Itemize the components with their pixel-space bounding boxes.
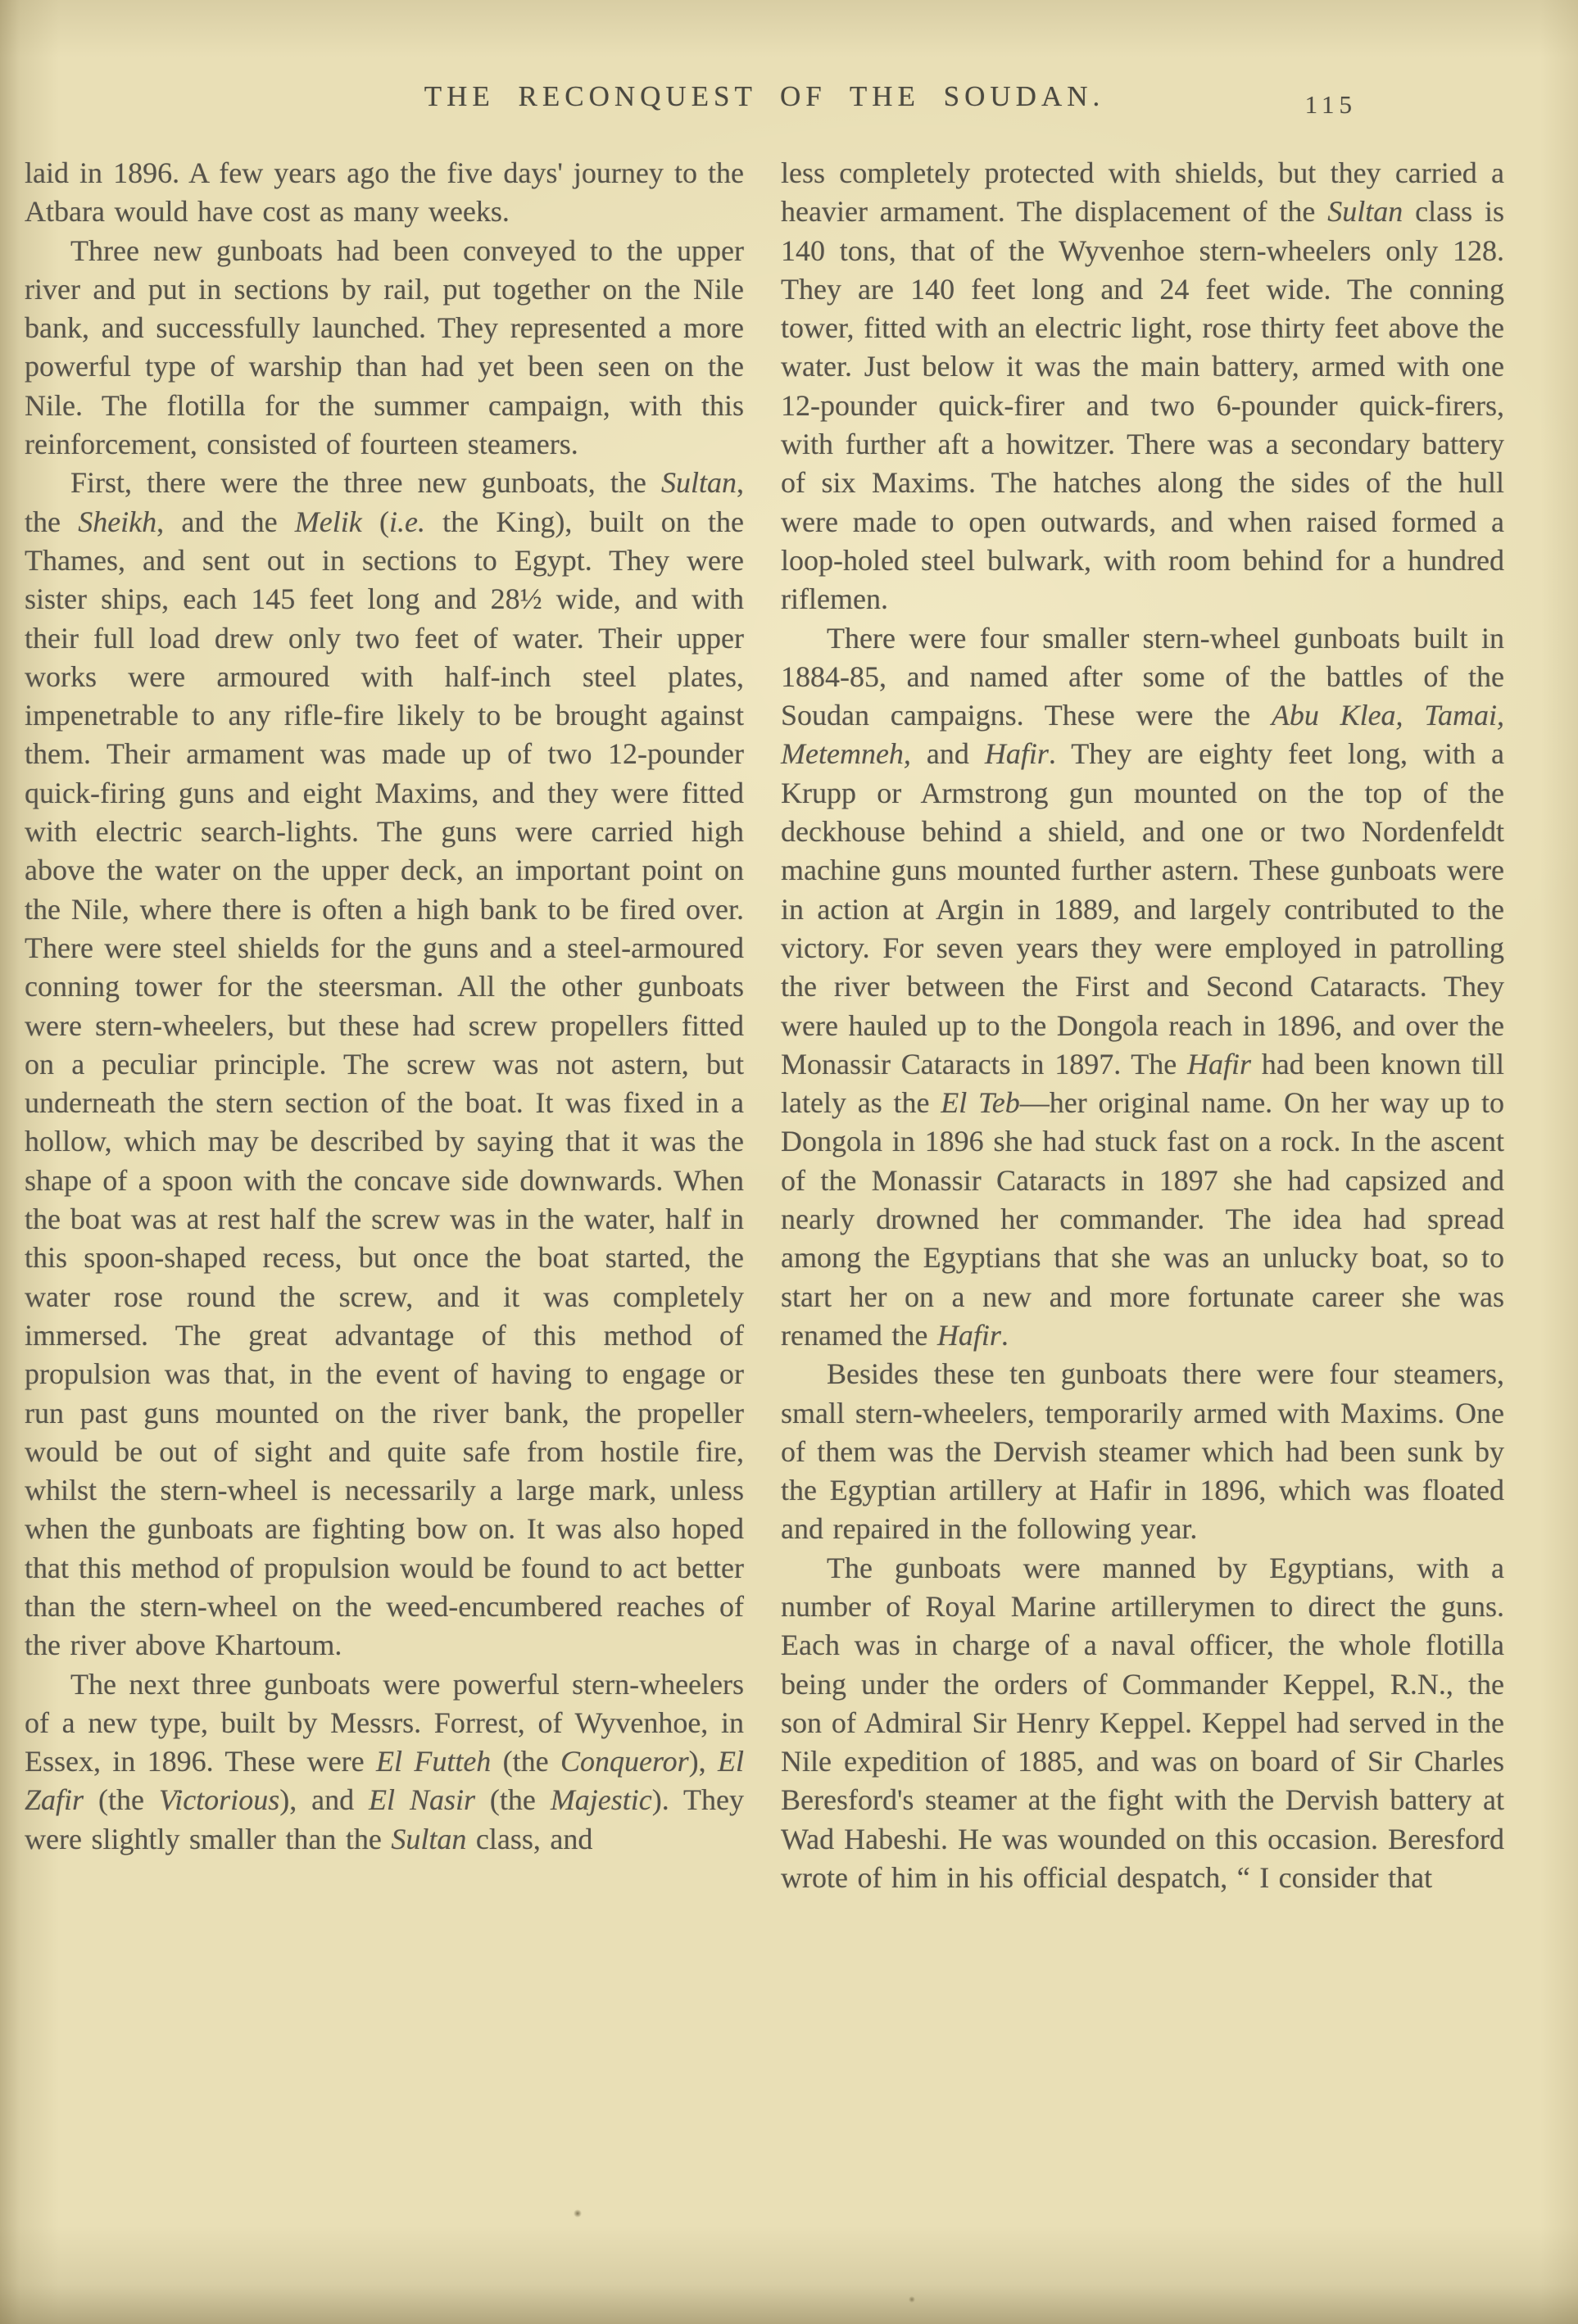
paragraph: [781, 1549, 1504, 1898]
paragraph: [25, 1665, 744, 1859]
italic-name-run: El Teb: [941, 1086, 1020, 1120]
paragraph: [25, 232, 744, 464]
text-run: (the: [474, 1783, 551, 1817]
italic-name-run: Sultan: [391, 1822, 467, 1855]
text-run: First, there were the three new gunboats, the: [70, 466, 661, 500]
text-run: (the: [491, 1745, 560, 1778]
paragraph: [781, 1355, 1504, 1548]
italic-name-run: El Futteh: [375, 1745, 492, 1778]
italic-name-run: Sultan: [660, 466, 737, 500]
page-number: 115: [1304, 90, 1357, 119]
paragraph: [25, 464, 744, 1665]
text-run: . They are eighty feet long, with a Krupp or Armstrong gun mounted on the top of the deckhouse behind a shield, and one or two Nordenfeldt machine guns mounted further astern. These gunboats were in action at Argin in 1889, and largely contributed to the victory. For seven years they were employed in patrolling the river between the First and Second Cataracts. They were hauled up to the Dongola reach in 1896, and over the Monassir Cataracts in 1897. The: [781, 737, 1504, 1080]
italic-name-run: El Nasir: [369, 1783, 475, 1817]
text-run: had been known till lately as the: [781, 1047, 1504, 1120]
italic-name-run: Hafir: [936, 1318, 1001, 1352]
text-run: and: [910, 737, 985, 771]
text-run: —her original name. On her way up to Dongola in 1896 she had stuck fast on a rock. In the ascent of the Monassir Cataracts in 1897 she had capsized and nearly drowned her commander. The idea had spread among the Egyptians that she was an unlucky boat, so to start her on a new and more fortunate career she was renamed the: [781, 1086, 1505, 1352]
italic-name-run: Conqueror: [560, 1745, 689, 1778]
italic-name-run: Sultan: [1327, 195, 1403, 229]
italic-name-run: Victorious: [158, 1783, 280, 1817]
italic-name-run: Majestic: [550, 1783, 652, 1817]
text-run: Besides these ten gunboats there were four steamers, small stern-wheelers, temporarily armed with Maxims. One of them was the Dervish steamer which had been sunk by the Egyptian artillery at Hafir in 1896, which was floated and repaired in the following year.: [781, 1357, 1504, 1546]
italic-name-run: Abu Klea, Tamai, Metemneh,: [781, 699, 1505, 771]
text-run: ),: [688, 1745, 718, 1778]
running-header: [25, 80, 1504, 121]
text-run: class is 140 tons, that of the Wyvenhoe stern-wheelers only 128. They are 140 feet long and 24 feet wide. The conning tower, fitted with an electric light, rose thirty feet above the water. Just below it was the main battery, armed with one 12-pounder quick-firer and two 6-pounder quick-firers, with further aft a howitzer. There was a secondary battery of six Maxims. The hatches along the sides of the hull were made to open outwards, and when raised formed a loop-holed steel bulwark, with room behind for a hundred riflemen.: [781, 195, 1504, 616]
text-run: Three new gunboats had been conveyed to the upper river and put in sections by rail, put together on the Nile bank, and successfully launched. They represented a more powerful type of warship than had yet been seen on the Nile. The flotilla for the summer campaign, with this reinforcement, consisted of fourteen steamers.: [25, 233, 744, 461]
italic-name-run: i.e.: [388, 505, 425, 538]
text-run: less completely protected with shields, but they carried a heavier armament. The displacement of the: [781, 156, 1504, 229]
text-run: the King), built on the Thames, and sent out in sections to Egypt. They were sister ships, each 145 feet long and 28½ wide, and with their full load drew only two feet of water. Their upper works were armoured with half-inch steel plates, impenetrable to any rifle-fire likely to be brought against them. Their armament was made up of two 12-pounder quick-firing guns and eight Maxims, and they were fitted with electric search-lights. The guns were carried high above the water on the upper deck, an important point on the Nile, where there is often a high bank to be fired over. There were steel shields for the guns and a steel-armoured conning tower for the steersman. All the other gunboats were stern-wheelers, but these had screw propellers fitted on a peculiar principle. The screw was not astern, but underneath the stern section of the boat. It was fixed in a hollow, which may be described by saying that it was the shape of a spoon with the concave side downwards. When the boat was at rest half the screw was in the water, half in this spoon-shaped recess, but once the boat started, the water rose round the screw, and it was completely immersed. The great advantage of this method of propulsion was that, in the event of having to engage or run past guns mounted on the river bank, the propeller would be out of sight and quite safe from hostile fire, whilst the stern-wheel is necessarily a large mark, unless when the gunboats are fighting bow on. It was also hoped that this method of propulsion would be found to act better than the stern-wheel on the weed-encumbered reaches of the river above Khartoum.: [25, 505, 744, 1662]
italic-name-run: Sheikh: [78, 505, 157, 538]
text-run: , the: [25, 466, 744, 538]
text-run: (: [361, 505, 389, 538]
italic-name-run: El Zafir: [25, 1745, 744, 1817]
page-title: THE RECONQUEST OF THE SOUDAN.: [424, 80, 1105, 112]
text-run: laid in 1896. A few years ago the five days' journey to the Atbara would have cost as many weeks.: [25, 156, 744, 229]
text-run: The next three gunboats were powerful stern-wheelers of a new type, built by Messrs. Forrest, of Wyvenhoe, in Essex, in 1896. These were: [25, 1667, 744, 1778]
paragraph: [25, 154, 744, 232]
right-column: [781, 154, 1504, 1897]
text-run: ), and: [279, 1783, 370, 1817]
text-run: There were four smaller stern-wheel gunboats built in 1884-85, and named after some of the battles of the Soudan campaigns. These were the: [781, 621, 1504, 732]
paragraph: [781, 619, 1504, 1356]
text-run: class, and: [466, 1822, 593, 1855]
text-run: (the: [84, 1783, 159, 1817]
left-column: [25, 154, 744, 1859]
italic-name-run: Hafir: [1187, 1047, 1252, 1080]
text-run: , and the: [156, 505, 295, 538]
paragraph: [781, 154, 1504, 619]
text-run: .: [1000, 1318, 1009, 1352]
text-run: The gunboats were manned by Egyptians, with a number of Royal Marine artillerymen to direct the guns. Each was in charge of a naval officer, the whole flotilla being under the orders of Commander Keppel, R.N., the son of Admiral Sir Henry Keppel. Keppel had served in the Nile expedition of 1885, and was on board of Sir Charles Beresford's steamer at the fight with the Dervish battery at Wad Habeshi. He was wounded on this occasion. Beresford wrote of him in his official despatch, “ I consider that: [781, 1551, 1504, 1895]
italic-name-run: Melik: [294, 505, 362, 538]
italic-name-run: Hafir: [984, 737, 1049, 771]
text-run: ). They were slightly smaller than the: [25, 1783, 745, 1855]
